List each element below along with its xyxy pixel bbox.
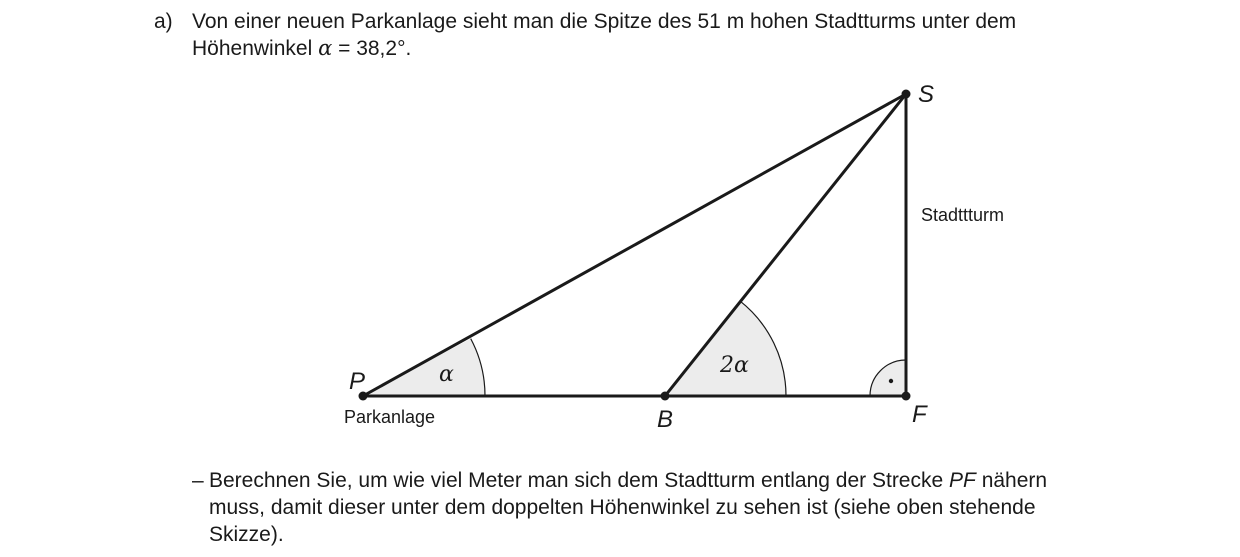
- task-label: a): [154, 10, 173, 33]
- question-item: [192, 467, 1072, 548]
- line-BS: [665, 94, 906, 396]
- label-point-P: P: [349, 368, 366, 395]
- line-PS: [363, 94, 906, 396]
- label-point-F: F: [912, 401, 927, 428]
- segment-name: PF: [949, 469, 976, 492]
- question-text: [209, 467, 1072, 548]
- right-angle-dot: [889, 379, 893, 383]
- point-B: [661, 392, 670, 401]
- angle-double-alpha-sector: [665, 301, 786, 396]
- point-F: [902, 392, 911, 401]
- alpha-symbol: α: [318, 36, 333, 60]
- label-point-S: S: [918, 81, 935, 108]
- intro-text-start: Von einer neuen Parkanlage sieht man die Spitze des 51 m hohen Stadtturms unter dem Höhenwinkel: [192, 10, 1017, 60]
- question-text-end: nähern muss, damit dieser unter dem doppelten Höhenwinkel zu sehen ist (siehe oben stehende Skizze).: [209, 469, 1048, 546]
- label-point-B: B: [657, 406, 674, 433]
- question-text-start: Berechnen Sie, um wie viel Meter man sich dem Stadtturm entlang der Strecke: [209, 469, 950, 492]
- label-angle-double-alpha: 2α: [720, 353, 749, 378]
- question-dash: –: [192, 469, 204, 492]
- label-angle-alpha: α: [439, 362, 454, 387]
- intro-text-end: = 38,2°.: [332, 37, 412, 60]
- label-stadtturm: Stadttturm: [921, 205, 1005, 225]
- label-parkanlage: Parkanlage: [344, 407, 436, 427]
- point-S: [902, 90, 911, 99]
